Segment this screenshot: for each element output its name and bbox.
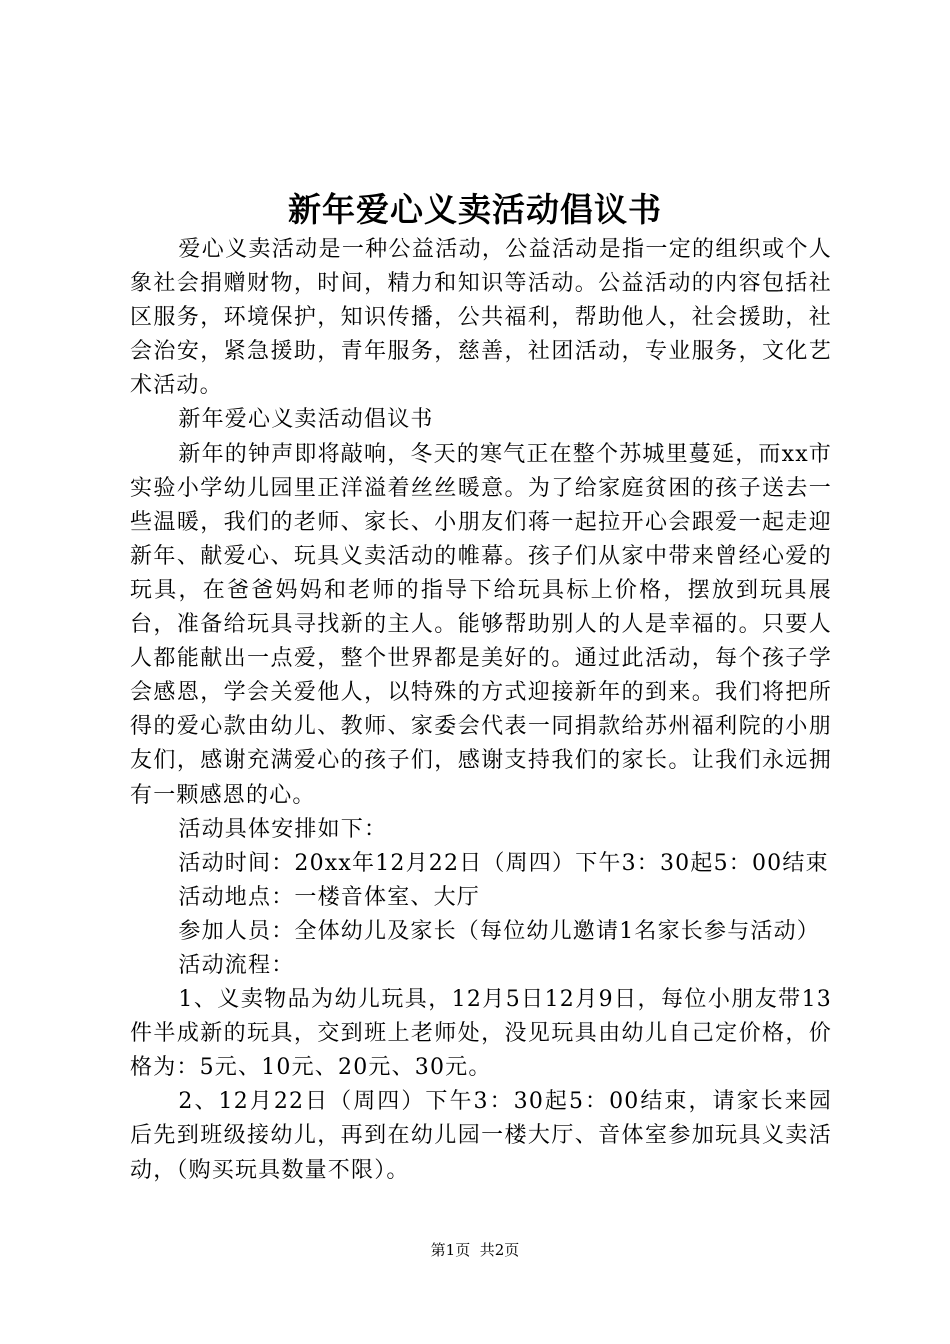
paragraph-location: 活动地点：一楼音体室、大厅 <box>178 884 480 910</box>
paragraph-main: 新年的钟声即将敲响，冬天的寒气正在整个苏城里蔓延，而xx市实验小学幼儿园里正洋溢着丝丝暖意。为了给家庭贫困的孩子送去一些温暖，我们的老师、家长、小朋友们蒋一起拉开心会跟爱一起走迎新年、献爱心、玩具义卖活动的帷幕。孩子们从家中带来曾经心爱的玩具，在爸爸妈妈和老师的指导下给玩具标上价格，摆放到玩具展台，准备给玩具寻找新的主人。能够帮助别人的人是幸福的。只要人人都能献出一点爱，整个世界都是美好的。通过此活动，每个孩子学会感恩，学会关爱他人，以特殊的方式迎接新年的到来。我们将把所得的爱心款由幼儿、教师、家委会代表一同捐款给苏州福利院的小朋友们，感谢充满爱心的孩子们，感谢支持我们的家长。让我们永远拥有一颗感恩的心。 <box>130 441 833 808</box>
paragraph-time: 活动时间：20xx年12月22日（周四）下午3：30起5：00结束 <box>178 850 829 876</box>
paragraph-subtitle: 新年爱心义卖活动倡议书 <box>178 407 434 433</box>
paragraph-step-1: 1、义卖物品为幼儿玩具，12月5日12月9日，每位小朋友带13件半成新的玩具，交到班上老师处，没见玩具由幼儿自己定价格，价格为：5元、10元、20元、30元。 <box>130 987 832 1081</box>
paragraph-participants: 参加人员：全体幼儿及家长（每位幼儿邀请1名家长参与活动） <box>178 918 820 944</box>
document-title: 新年爱心义卖活动倡议书 <box>288 190 662 229</box>
paragraph-process-heading: 活动流程： <box>178 952 295 978</box>
paragraph-step-2: 2、12月22日（周四）下午3：30起5：00结束，请家长来园后先到班级接幼儿，再到在幼儿园一楼大厅、音体室参加玩具义卖活动，（购买玩具数量不限）。 <box>130 1089 832 1183</box>
page-total: 共2页 <box>479 1241 520 1259</box>
document-body <box>130 233 832 1188</box>
page-number: 第1页 <box>430 1241 471 1259</box>
paragraph-intro: 爱心义卖活动是一种公益活动，公益活动是指一定的组织或个人象社会捐赠财物，时间，精力和知识等活动。公益活动的内容包括社区服务，环境保护，知识传播，公共福利，帮助他人，社会援助，社会治安，紧急援助，青年服务，慈善，社团活动，专业服务，文化艺术活动。 <box>130 237 832 399</box>
page-footer <box>0 1239 950 1261</box>
paragraph-schedule-heading: 活动具体安排如下： <box>178 816 388 842</box>
